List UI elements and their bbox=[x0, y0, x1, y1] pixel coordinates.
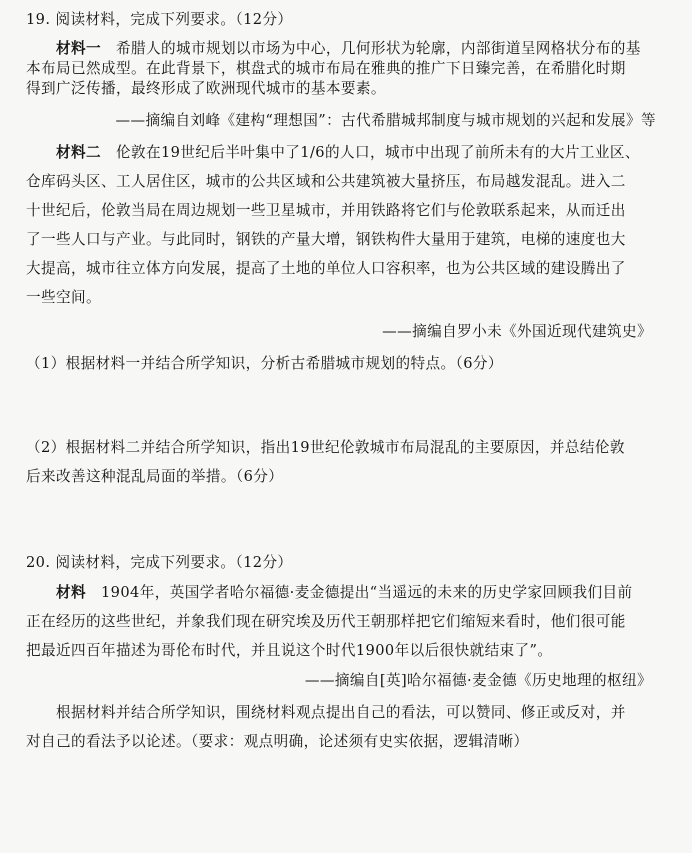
answer-space bbox=[26, 374, 680, 438]
material-text: 希腊人的城市规划以市场为中心，几何形状为轮廓，内部街道呈网格状分布的基 bbox=[115, 40, 641, 57]
material-line: 本布局已然成型。在此背景下，棋盘式的城市布局在雅典的推广下日臻完善，在希腊化时期 bbox=[26, 60, 626, 77]
material-label: 材料二 bbox=[56, 144, 101, 161]
material-line bbox=[26, 39, 680, 59]
q19-subquestion-1: （1）根据材料一并结合所学知识，分析古希腊城市规划的特点。（6分） bbox=[26, 355, 503, 372]
answer-space bbox=[26, 487, 680, 553]
material-source: ——摘编自罗小未《外国近现代建筑史》 bbox=[382, 323, 652, 340]
q19-material-2 bbox=[26, 143, 680, 342]
question-20-heading: 20. 阅读材料，完成下列要求。（12分） bbox=[26, 554, 293, 571]
q19-subquestion-2 bbox=[26, 438, 680, 487]
question-20 bbox=[26, 553, 680, 752]
q19-material-1 bbox=[26, 39, 680, 131]
material-line: 大提高，城市往立体方向发展，提高了土地的单位人口容积率，也为公共区域的建设腾出了 bbox=[26, 260, 626, 277]
material-line bbox=[26, 143, 680, 163]
subquestion-line: 后来改善这种混乱局面的举措。（6分） bbox=[26, 468, 284, 485]
q20-material bbox=[26, 583, 680, 691]
question-19-heading: 19. 阅读材料，完成下列要求。（12分） bbox=[26, 11, 293, 28]
material-line: 一些空间。 bbox=[26, 289, 101, 306]
subquestion-line: （2）根据材料二并结合所学知识，指出19世纪伦敦城市布局混乱的主要原因，并总结伦敦 bbox=[26, 439, 625, 456]
material-line: 仓库码头区、工人居住区，城市的公共区域和公共建筑被大量挤压，布局越发混乱。进入二 bbox=[26, 173, 626, 190]
material-source: ——摘编自[英]哈尔福德·麦金德《历史地理的枢纽》 bbox=[304, 672, 652, 689]
question-19 bbox=[26, 10, 680, 487]
material-line: 了一些人口与产业。与此同时，钢铁的产量大增，钢铁构件大量用于建筑，电梯的速度也大 bbox=[26, 231, 626, 248]
material-line: 把最近四百年描述为哥伦布时代，并且说这个时代1900年以后很快就结束了”。 bbox=[26, 642, 553, 659]
material-text: 1904年，英国学者哈尔福德·麦金德提出“当遥远的未来的历史学家回顾我们目前 bbox=[101, 584, 633, 601]
material-source: ——摘编自刘峰《建构“理想国”：古代希腊城邦制度与城市规划的兴起和发展》等 bbox=[115, 112, 656, 129]
material-text: 伦敦在19世纪后半叶集中了1/6的人口，城市中出现了前所未有的大片工业区、 bbox=[115, 144, 640, 161]
material-line: 正在经历的这些世纪，并象我们现在研究埃及历代王朝那样把它们缩短来看时，他们很可能 bbox=[26, 613, 626, 630]
material-label: 材料一 bbox=[56, 40, 101, 57]
q20-task bbox=[26, 703, 680, 752]
material-label: 材料 bbox=[56, 584, 86, 601]
task-line: 根据材料并结合所学知识，围绕材料观点提出自己的看法，可以赞同、修正或反对，并 bbox=[56, 704, 626, 721]
material-line bbox=[26, 583, 680, 603]
material-line: 十世纪后，伦敦当局在周边规划一些卫星城市，并用铁路将它们与伦敦联系起来，从而迁出 bbox=[26, 202, 626, 219]
task-line: 对自己的看法予以论述。（要求：观点明确，论述须有史实依据，逻辑清晰） bbox=[26, 733, 529, 750]
material-line: 得到广泛传播，最终形成了欧洲现代城市的基本要素。 bbox=[26, 80, 386, 97]
